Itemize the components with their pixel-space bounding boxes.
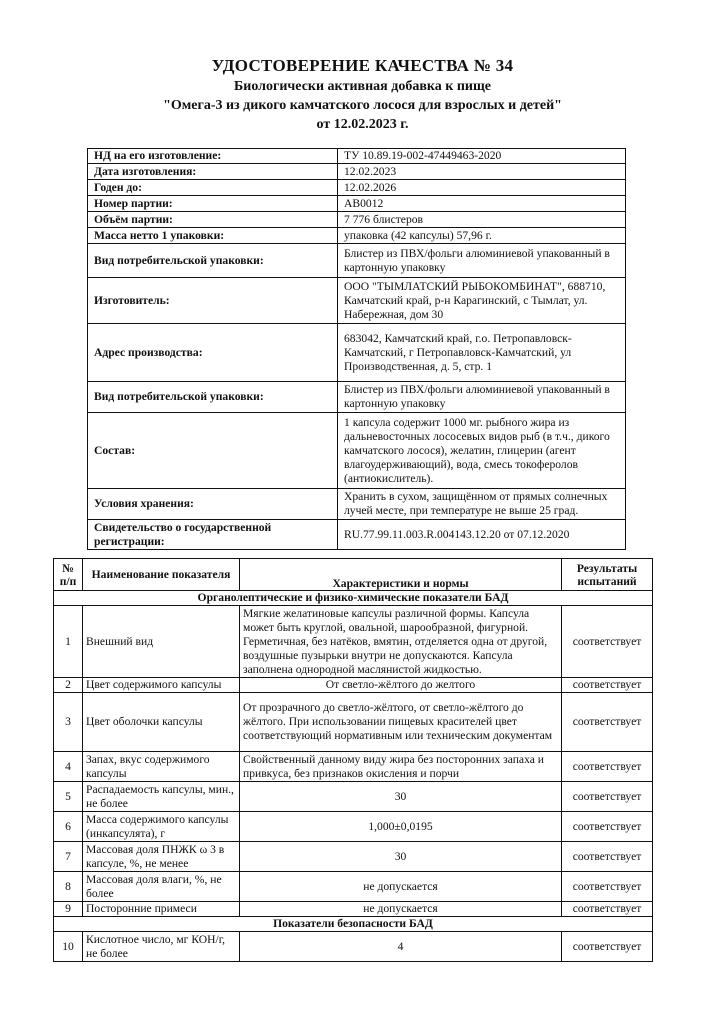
document-date: от 12.02.2023 г. bbox=[316, 117, 409, 132]
row-number: 6 bbox=[54, 812, 83, 842]
info-value: 12.02.2023 bbox=[338, 164, 626, 180]
info-row bbox=[88, 520, 626, 550]
info-row bbox=[88, 382, 626, 413]
row-norm: не допускается bbox=[240, 902, 562, 917]
info-label: Свидетельство о государственной регистрации: bbox=[88, 520, 338, 550]
row-number: 7 bbox=[54, 842, 83, 872]
row-norm: Мягкие желатиновые капсулы различной формы. Капсула может быть круглой, овальной, шарообразной, фигурной. Герметичная, без натёков, вмятин, отделяется одна от другой, воздушные пузырьки внутри не допускаются. Капсула заполнена однородной маслянистой жидкостью. bbox=[240, 606, 562, 678]
col-header-name: Наименование показателя bbox=[83, 559, 240, 591]
row-indicator: Массовая доля влаги, %, не более bbox=[83, 872, 240, 902]
document-subtitle: Биологически активная добавка к пище bbox=[234, 79, 491, 94]
row-result: соответствует bbox=[562, 752, 653, 782]
info-label: Масса нетто 1 упаковки: bbox=[88, 228, 338, 244]
info-value: 12.02.2026 bbox=[338, 180, 626, 196]
row-indicator: Масса содержимого капсулы (инкапсулята), г bbox=[83, 812, 240, 842]
info-row bbox=[88, 149, 626, 164]
table-row bbox=[54, 932, 653, 962]
row-result: соответствует bbox=[562, 678, 653, 693]
info-label: Состав: bbox=[88, 413, 338, 489]
info-row bbox=[88, 413, 626, 489]
row-number: 8 bbox=[54, 872, 83, 902]
row-indicator: Массовая доля ПНЖК ω 3 в капсуле, %, не менее bbox=[83, 842, 240, 872]
row-result: соответствует bbox=[562, 782, 653, 812]
row-result: соответствует bbox=[562, 812, 653, 842]
product-name: "Омега-3 из дикого камчатского лосося для взрослых и детей" bbox=[163, 98, 562, 113]
row-number: 2 bbox=[54, 678, 83, 693]
table-row bbox=[54, 606, 653, 678]
section-title: Показатели безопасности БАД bbox=[54, 917, 653, 932]
row-indicator: Посторонние примеси bbox=[83, 902, 240, 917]
test-results-table bbox=[53, 558, 653, 962]
row-norm: 4 bbox=[240, 932, 562, 962]
section-row bbox=[54, 917, 653, 932]
col-header-num: № п/п bbox=[54, 559, 83, 591]
info-row bbox=[88, 212, 626, 228]
row-norm: 30 bbox=[240, 842, 562, 872]
info-label: Дата изготовления: bbox=[88, 164, 338, 180]
info-value: Хранить в сухом, защищённом от прямых солнечных лучей месте, при температуре не выше 25 град. bbox=[338, 489, 626, 520]
row-result: соответствует bbox=[562, 842, 653, 872]
row-result: соответствует bbox=[562, 606, 653, 678]
row-norm: не допускается bbox=[240, 872, 562, 902]
info-label: Годен до: bbox=[88, 180, 338, 196]
row-result: соответствует bbox=[562, 932, 653, 962]
row-norm: 1,000±0,0195 bbox=[240, 812, 562, 842]
info-label: Вид потребительской упаковки: bbox=[88, 244, 338, 278]
row-number: 9 bbox=[54, 902, 83, 917]
info-row bbox=[88, 244, 626, 278]
product-info-table bbox=[87, 148, 626, 550]
row-norm: От светло-жёлтого до желтого bbox=[240, 678, 562, 693]
row-indicator: Цвет оболочки капсулы bbox=[83, 693, 240, 752]
info-row bbox=[88, 278, 626, 324]
row-indicator: Внешний вид bbox=[83, 606, 240, 678]
table-header-row bbox=[54, 559, 653, 591]
info-row bbox=[88, 196, 626, 212]
info-label: Изготовитель: bbox=[88, 278, 338, 324]
table-row bbox=[54, 872, 653, 902]
row-norm: От прозрачного до светло-жёлтого, от светло-жёлтого до жёлтого. При использовании пищевых красителей цвет соответствующий нормативным или техническим документам bbox=[240, 693, 562, 752]
info-value: 683042, Камчатский край, г.о. Петропавловск-Камчатский, г Петропавловск-Камчатский, ул Производственная, д. 5, стр. 1 bbox=[338, 324, 626, 382]
row-indicator: Цвет содержимого капсулы bbox=[83, 678, 240, 693]
table-row bbox=[54, 842, 653, 872]
info-label: Адрес производства: bbox=[88, 324, 338, 382]
row-norm: Свойственный данному виду жира без посторонних запаха и привкуса, без признаков окисления и порчи bbox=[240, 752, 562, 782]
info-value: ТУ 10.89.19-002-47449463-2020 bbox=[338, 149, 626, 164]
row-number: 5 bbox=[54, 782, 83, 812]
row-result: соответствует bbox=[562, 872, 653, 902]
info-label: Объём партии: bbox=[88, 212, 338, 228]
row-norm: 30 bbox=[240, 782, 562, 812]
info-label: Условия хранения: bbox=[88, 489, 338, 520]
info-value: Блистер из ПВХ/фольги алюминиевой упакованный в картонную упаковку bbox=[338, 244, 626, 278]
row-result: соответствует bbox=[562, 693, 653, 752]
table-row bbox=[54, 902, 653, 917]
table-row bbox=[54, 693, 653, 752]
info-row bbox=[88, 228, 626, 244]
row-number: 1 bbox=[54, 606, 83, 678]
row-indicator: Распадаемость капсулы, мин., не более bbox=[83, 782, 240, 812]
info-value: АВ0012 bbox=[338, 196, 626, 212]
section-title: Органолептические и физико-химические показатели БАД bbox=[54, 591, 653, 606]
info-row bbox=[88, 180, 626, 196]
info-row bbox=[88, 164, 626, 180]
info-label: НД на его изготовление: bbox=[88, 149, 338, 164]
table-row bbox=[54, 678, 653, 693]
row-number: 10 bbox=[54, 932, 83, 962]
info-value: упаковка (42 капсулы) 57,96 г. bbox=[338, 228, 626, 244]
col-header-characteristics: Характеристики и нормы bbox=[240, 559, 562, 591]
table-row bbox=[54, 812, 653, 842]
section-row bbox=[54, 591, 653, 606]
info-row bbox=[88, 324, 626, 382]
row-result: соответствует bbox=[562, 902, 653, 917]
info-row bbox=[88, 489, 626, 520]
table-row bbox=[54, 782, 653, 812]
info-value: ООО "ТЫМЛАТСКИЙ РЫБОКОМБИНАТ", 688710, Камчатский край, р-н Карагинский, с Тымлат, ул. Набережная, дом 30 bbox=[338, 278, 626, 324]
info-value: RU.77.99.11.003.R.004143.12.20 от 07.12.2020 bbox=[338, 520, 626, 550]
info-value: 7 776 блистеров bbox=[338, 212, 626, 228]
row-number: 4 bbox=[54, 752, 83, 782]
info-label: Вид потребительской упаковки: bbox=[88, 382, 338, 413]
table-row bbox=[54, 752, 653, 782]
info-value: Блистер из ПВХ/фольги алюминиевой упакованный в картонную упаковку bbox=[338, 382, 626, 413]
row-number: 3 bbox=[54, 693, 83, 752]
document-title: УДОСТОВЕРЕНИЕ КАЧЕСТВА № 34 bbox=[211, 56, 514, 75]
row-indicator: Кислотное число, мг КОН/г, не более bbox=[83, 932, 240, 962]
col-header-results: Результаты испытаний bbox=[562, 559, 653, 591]
info-label: Номер партии: bbox=[88, 196, 338, 212]
info-value: 1 капсула содержит 1000 мг. рыбного жира из дальневосточных лососевых видов рыб (в т.ч., дикого камчатского лосося), желатин, глицерин (агент влагоудерживающий), вода, смесь токоферолов (антиокислитель). bbox=[338, 413, 626, 489]
row-indicator: Запах, вкус содержимого капсулы bbox=[83, 752, 240, 782]
